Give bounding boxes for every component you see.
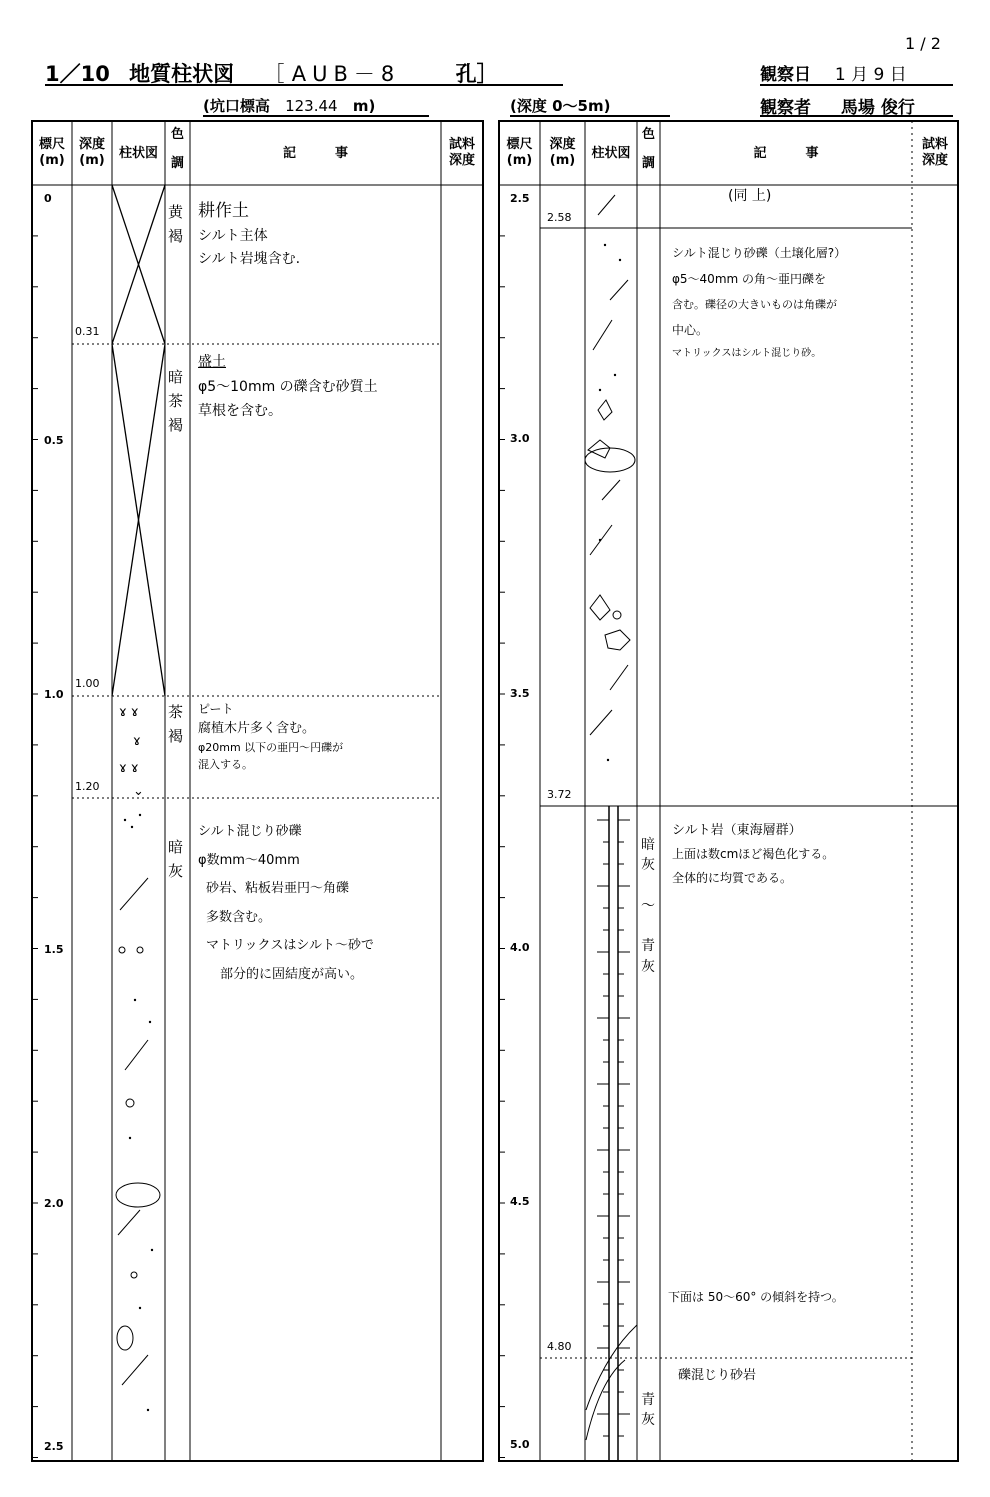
elevation-label: (坑口標高 [203,97,270,115]
note-line: 多数含む。 [206,909,272,925]
right-header-depth: 深度 (m) [549,137,576,168]
right-header-color: 色 調 [641,127,655,171]
note-line: 混入する。 [198,757,253,771]
note-line: φ数mm～40mm [198,852,300,868]
title-hole-id: AUB－8 [291,62,401,86]
right-scale-label: 3.0 [510,432,530,445]
layer-color: 暗 茶 褐 [168,368,184,434]
observation-date-value: 1 月 9 日 [834,65,907,85]
note-line: 含む。礫径の大きいものは角礫が [672,297,837,311]
svg-text:ɤ ɤ: ɤ ɤ [119,761,139,776]
note-line: シルト岩（東海層群） [672,823,802,838]
layer-notes [198,198,438,270]
left-header-color: 色 調 [170,127,184,171]
note-line: φ20mm 以下の亜円～円礫が [198,740,344,754]
depth-range: (深度 0～5m) [510,95,670,117]
note-line: マトリックスはシルト～砂で [206,938,375,954]
observer-value: 馬場 俊行 [840,98,915,118]
left-scale-label: 2.5 [44,1440,64,1453]
note-line: シルト岩塊含む. [198,250,301,267]
title-name: 地質柱状図 [129,62,235,86]
note-line: 砂岩、粘板岩亜円～角礫 [206,881,350,897]
right-scale-label: 5.0 [510,1438,530,1451]
left-header-column: 柱状図 [118,146,158,161]
note-line: (同 上) [728,188,772,204]
svg-text:⌄: ⌄ [133,784,144,799]
note-line: φ5～40mm の角～亜円礫を [672,272,827,287]
note-line: マトリックスはシルト混じり砂。 [672,348,822,360]
right-header-notes: 記 事 [753,146,819,161]
observer-label: 観察者 [760,98,811,118]
left-scale-label: 0 [44,192,52,205]
note-line: 上面は数cmほど褐色化する。 [672,847,835,862]
title-bracket-open: ［ [263,62,285,86]
right-scale-label: 4.0 [510,941,530,954]
elevation-value: 123.44 [285,97,338,115]
layer-color: 暗 灰 [168,838,184,880]
layer-notes [672,240,910,365]
note-line: 盛土 [198,354,226,370]
svg-text:ɤ: ɤ [133,734,141,749]
note-line: 耕作土 [198,201,249,221]
layer-color: 黄 褐 [168,203,184,245]
left-header-sample: 試料 深度 [448,137,475,168]
layer-depth: 1.00 [75,677,100,690]
layer-notes [668,1290,912,1305]
layer-notes [672,818,912,890]
left-scale-label: 1.5 [44,943,64,956]
title-hole-suffix: 孔］ [455,62,498,86]
svg-text:ɤ ɤ: ɤ ɤ [119,705,139,720]
layer-notes [678,1368,908,1384]
note-line: 部分的に固結度が高い。 [220,966,364,982]
note-line: シルト主体 [198,228,268,245]
page-number: 1 / 2 [905,34,941,53]
observation-date-label: 観察日 [760,65,811,85]
note-line: 草根を含む。 [198,403,282,419]
layer-depth: 0.31 [75,325,100,338]
layer-color: 暗 灰 〜 青 灰 [641,837,655,975]
note-line: ピート [198,702,234,716]
note-line: 中心。 [672,322,709,337]
right-header-column: 柱状図 [591,146,631,161]
layer-notes [198,818,438,990]
layer-depth: 3.72 [547,788,572,801]
right-scale-label: 3.5 [510,687,530,700]
note-line: 全体的に均質である。 [672,870,793,885]
title-scale: 1／10 [45,62,110,86]
note-line: 下面は 50～60° の傾斜を持つ。 [668,1290,844,1304]
left-header-depth: 深度 (m) [78,137,105,168]
layer-color: 茶 褐 [168,703,184,745]
layer-color: 青 灰 [641,1392,655,1429]
layer-depth: 2.58 [547,211,572,224]
note-line: 礫混じり砂岩 [678,1368,757,1383]
layer-notes [198,700,438,773]
note-line: 腐植木片多く含む。 [198,720,316,736]
left-header-notes: 記 事 [282,146,348,161]
right-header-sample: 試料 深度 [921,137,948,168]
note-line: シルト混じり砂礫（土壌化層?） [672,246,847,260]
left-scale-label: 2.0 [44,1197,64,1210]
left-scale-label: 0.5 [44,434,64,447]
right-scale-label: 4.5 [510,1195,530,1208]
left-scale-label: 1.0 [44,688,64,701]
elevation-unit: m) [352,97,376,115]
layer-depth: 4.80 [547,1340,572,1353]
right-header-scale: 標尺 (m) [506,137,533,168]
layer-depth: 1.20 [75,780,100,793]
note-line: φ5～10mm の礫含む砂質土 [198,378,378,395]
note-line: シルト混じり砂礫 [198,824,302,839]
layer-notes [728,188,908,206]
left-header-scale: 標尺 (m) [38,137,65,168]
right-scale-label: 2.5 [510,192,530,205]
layer-notes [198,350,438,424]
